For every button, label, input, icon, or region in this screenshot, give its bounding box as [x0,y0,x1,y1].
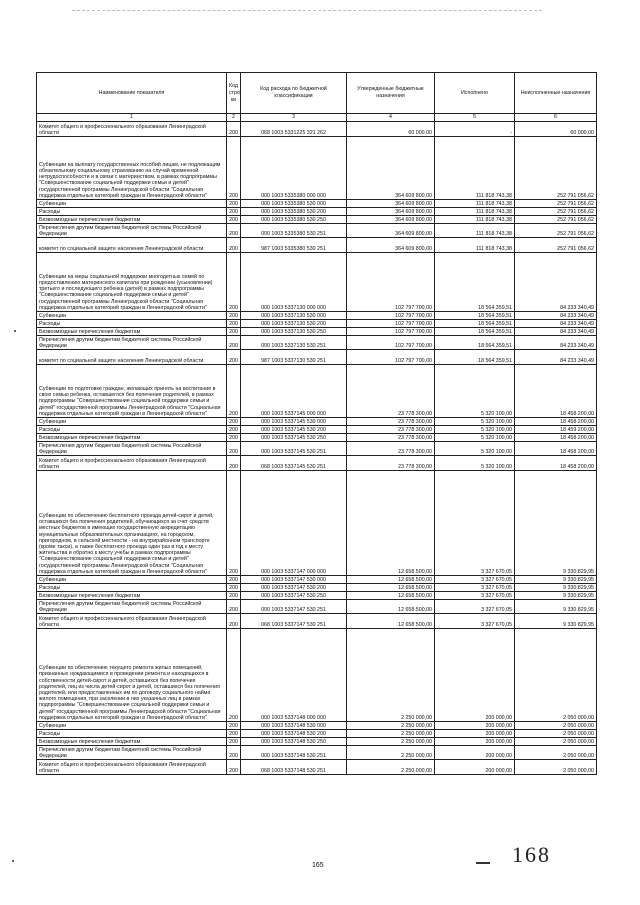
column-number: 3 [241,114,347,122]
row-line-code: 200 [227,208,241,216]
header-line-code: Код стро ки [227,73,241,114]
row-line-code: 200 [227,336,241,350]
table-row [37,760,597,775]
expenditure-table [36,72,597,775]
row-line-code: 200 [227,253,241,312]
row-approved: 12 658 500,00 [347,614,435,629]
row-executed: 18 564 359,51 [435,253,515,312]
row-approved: 2 250 000,00 [347,760,435,775]
row-line-code: 200 [227,426,241,434]
row-line-code: 200 [227,614,241,629]
row-budget-code: 000 1003 5337130 530 200 [241,320,347,328]
row-budget-code: 000 1003 5337147 000 000 [241,471,347,576]
row-approved: 12 658 500,00 [347,600,435,614]
row-line-code: 200 [227,760,241,775]
row-line-code: 200 [227,442,241,456]
row-name: Безвозмездные перечисления бюджетам [37,738,227,746]
row-approved: 2 250 000,00 [347,722,435,730]
table-row [37,426,597,434]
table-row [37,365,597,418]
row-executed: 3 327 670,05 [435,614,515,629]
row-budget-code: 000 1003 5337148 530 250 [241,738,347,746]
row-unexecuted: 9 330 829,95 [515,584,597,592]
row-executed: 3 327 670,05 [435,592,515,600]
row-budget-code: 000 1003 5337148 530 200 [241,730,347,738]
row-line-code: 200 [227,576,241,584]
row-executed: 200 000,00 [435,760,515,775]
row-executed: 5 320 100,00 [435,426,515,434]
row-approved: 2 250 000,00 [347,746,435,760]
row-approved: 23 778 300,00 [347,442,435,456]
row-line-code: 200 [227,746,241,760]
row-name: Субвенции [37,200,227,208]
row-approved: 2 250 000,00 [347,629,435,722]
row-unexecuted: 2 050 000,00 [515,746,597,760]
column-number: 5 [435,114,515,122]
row-budget-code: 000 1003 5337148 000 000 [241,629,347,722]
row-budget-code: 000 1003 5337130 530 251 [241,336,347,350]
top-divider [72,10,542,11]
row-approved: 23 778 300,00 [347,434,435,442]
row-approved: 60 000,00 [347,122,435,137]
row-name: Комитет общего и профессионального образования Ленинградской области [37,614,227,629]
page-number: 165 [312,862,324,869]
row-executed: 111 818 743,38 [435,238,515,253]
row-executed: 111 818 743,38 [435,216,515,224]
row-unexecuted: 18 459 200,00 [515,426,597,434]
row-budget-code: 068 1003 5337147 530 251 [241,614,347,629]
header-executed: Исполнено [435,73,515,114]
row-budget-code: 068 1003 5337148 530 251 [241,760,347,775]
row-executed: 3 327 670,05 [435,600,515,614]
row-budget-code: 000 1003 5337147 530 000 [241,576,347,584]
row-name: комитет по социальной защите населения Ленинградской области [37,238,227,253]
row-unexecuted: 2 050 000,00 [515,722,597,730]
row-approved: 102 797 700,00 [347,312,435,320]
row-unexecuted: 252 791 056,62 [515,200,597,208]
row-line-code: 200 [227,320,241,328]
row-name: Перечисления другим бюджетам бюджетной системы Российской Федерации [37,336,227,350]
row-approved: 12 658 500,00 [347,576,435,584]
table-row [37,592,597,600]
row-executed: 5 320 100,00 [435,456,515,471]
row-line-code: 200 [227,137,241,200]
row-name: Субвенции [37,418,227,426]
row-executed: 200 000,00 [435,722,515,730]
row-approved: 23 778 300,00 [347,418,435,426]
row-budget-code: 000 1003 5335380 000 000 [241,137,347,200]
header-unexecuted: Неисполненные назначения [515,73,597,114]
row-name: Безвозмездные перечисления бюджетам [37,328,227,336]
column-number-row [37,114,597,122]
row-line-code: 200 [227,592,241,600]
row-approved: 12 658 500,00 [347,584,435,592]
row-unexecuted: 252 791 056,62 [515,137,597,200]
row-approved: 364 609 800,00 [347,238,435,253]
row-unexecuted: 252 791 056,62 [515,224,597,238]
row-name: Перечисления другим бюджетам бюджетной системы Российской Федерации [37,746,227,760]
row-unexecuted: 18 458 200,00 [515,365,597,418]
row-budget-code: 987 1003 5337130 530 251 [241,350,347,365]
row-name: Расходы [37,584,227,592]
row-name: Перечисления другим бюджетам бюджетной системы Российской Федерации [37,600,227,614]
table-row [37,418,597,426]
row-budget-code: 000 1003 5337130 530 000 [241,312,347,320]
row-line-code: 200 [227,471,241,576]
row-executed: 18 564 359,51 [435,336,515,350]
row-budget-code: 000 1003 5337148 530 000 [241,722,347,730]
table-row [37,434,597,442]
row-line-code: 200 [227,584,241,592]
row-line-code: 200 [227,122,241,137]
row-approved: 364 609 800,00 [347,137,435,200]
row-unexecuted: 84 233 340,49 [515,312,597,320]
scan-speck [14,330,16,332]
row-unexecuted: 9 330 829,95 [515,592,597,600]
column-number: 6 [515,114,597,122]
row-budget-code: 000 1003 5337145 530 250 [241,434,347,442]
row-unexecuted: 252 791 056,62 [515,208,597,216]
row-executed: 5 320 100,00 [435,434,515,442]
header-approved: Утвержденные бюджетные назначения [347,73,435,114]
row-line-code: 200 [227,456,241,471]
row-approved: 2 250 000,00 [347,738,435,746]
row-line-code: 200 [227,629,241,722]
row-line-code: 200 [227,350,241,365]
row-unexecuted: 9 330 829,95 [515,576,597,584]
row-unexecuted: 9 330 829,95 [515,614,597,629]
row-approved: 102 797 700,00 [347,320,435,328]
row-approved: 364 609 800,00 [347,224,435,238]
column-number: 2 [227,114,241,122]
row-unexecuted: 2 050 000,00 [515,738,597,746]
row-line-code: 200 [227,224,241,238]
row-executed: 18 564 359,51 [435,320,515,328]
row-executed: 18 564 359,51 [435,312,515,320]
row-budget-code: 987 1003 5335380 530 251 [241,238,347,253]
row-executed: 111 818 743,38 [435,208,515,216]
row-unexecuted: 2 050 000,00 [515,760,597,775]
row-budget-code: 000 1003 5335380 530 200 [241,208,347,216]
row-unexecuted: 252 791 056,62 [515,238,597,253]
row-name: комитет по социальной защите населения Ленинградской области [37,350,227,365]
row-budget-code: 000 1003 5335380 530 000 [241,200,347,208]
row-unexecuted: 18 458 200,00 [515,442,597,456]
row-unexecuted: 2 050 000,00 [515,730,597,738]
row-approved: 12 658 500,00 [347,471,435,576]
row-approved: 102 797 700,00 [347,350,435,365]
row-name: Субвенции [37,722,227,730]
table-header-row [37,73,597,114]
table-row [37,456,597,471]
row-executed: 200 000,00 [435,738,515,746]
table-row [37,629,597,722]
table-row [37,238,597,253]
table-row [37,336,597,350]
row-executed: 200 000,00 [435,730,515,738]
table-row [37,738,597,746]
row-name: Комитет общего и профессионального образования Ленинградской области [37,760,227,775]
row-executed: 3 327 670,05 [435,584,515,592]
row-budget-code: 000 1003 5337130 530 250 [241,328,347,336]
row-line-code: 200 [227,312,241,320]
row-budget-code: 068 1003 5331225 321 262 [241,122,347,137]
table-row [37,224,597,238]
row-unexecuted: 18 458 200,00 [515,418,597,426]
row-budget-code: 068 1003 5337145 530 251 [241,456,347,471]
row-executed: 111 818 743,38 [435,137,515,200]
row-executed: 18 564 359,51 [435,350,515,365]
table-row [37,730,597,738]
table-body [37,122,597,775]
row-approved: 102 797 700,00 [347,328,435,336]
handwritten-mark [476,862,490,864]
row-budget-code: 000 1003 5335380 530 250 [241,216,347,224]
row-budget-code: 000 1003 5335380 530 251 [241,224,347,238]
row-unexecuted: 252 791 056,62 [515,216,597,224]
row-unexecuted: 18 458 200,00 [515,434,597,442]
row-executed: 18 564 359,51 [435,328,515,336]
table-row [37,328,597,336]
row-unexecuted: 84 233 340,49 [515,350,597,365]
table-row [37,208,597,216]
row-approved: 102 797 700,00 [347,336,435,350]
row-budget-code: 000 1003 5337130 000 000 [241,253,347,312]
row-name: Субвенции по обеспечению текущего ремонта жилых помещений, признанных нуждающимися в проведении ремонта и находящихся в собственности детей-сирот и детей, оставшихся без попечения родителей, лиц из числа детей-сирот и детей, оставшихся без попечения родителей, или предоставленных им по договору социального найма жилого помещения, при заселении в них указанных лиц в рамках подпрограммы "Совершенствование социальной поддержки семьи и детей" государственной программы Ленинградской области "Социальная поддержка отдельных категорий граждан в Ленинградской области" [37,629,227,722]
row-budget-code: 000 1003 5337147 530 251 [241,600,347,614]
table-row [37,746,597,760]
row-budget-code: 000 1003 5337145 000 000 [241,365,347,418]
column-number: 4 [347,114,435,122]
row-name: Субвенции по подготовке граждан, желающих принять на воспитание в свою семью ребенка, оставшегося без попечения родителей, в рамках подпрограммы "Совершенствование социальной поддержки семьи и детей" государственной программы Ленинградской области "Социальная поддержка отдельных категорий граждан в Ленинградской области" [37,365,227,418]
row-budget-code: 000 1003 5337145 530 251 [241,442,347,456]
row-executed: 5 320 100,00 [435,442,515,456]
row-executed: - [435,122,515,137]
row-executed: 111 818 743,38 [435,200,515,208]
row-name: Субвенции по обеспечению бесплатного проезда детей-сирот и детей, оставшихся без попечения родителей, обучающихся за счет средств местных бюджетов в имеющих государственную аккредитацию муниципальных образовательных организациях, на городском, пригородном, в сельской местности - на внутрирайонном транспорте (кроме такси), а также бесплатного проезда один раз в год к месту жительства и обратно к месту учебы в рамках подпрограммы "Совершенствование социальной поддержки семьи и детей" государственной программы Ленинградской области "Социальная поддержка отдельных категорий граждан в Ленинградской области" [37,471,227,576]
header-name: Наименование показателя [37,73,227,114]
row-line-code: 200 [227,328,241,336]
row-executed: 111 818 743,38 [435,224,515,238]
row-name: Комитет общего и профессионального образования Ленинградской области [37,456,227,471]
row-executed: 5 320 100,00 [435,418,515,426]
row-name: Субвенции на меры социальной поддержки многодетных семей по предоставлению материнского капитала при рождении (усыновлении) третьего и последующего ребенка (детей) в рамках подпрограммы "Совершенствование социальной поддержки семьи и детей" государственной программы Ленинградской области "Социальная поддержка отдельных категорий граждан в Ленинградской области" [37,253,227,312]
row-name: Комитет общего и профессионального образования Ленинградской области [37,122,227,137]
row-name: Субвенции [37,576,227,584]
row-line-code: 200 [227,730,241,738]
header-budget-code: Код расхода по бюджетной классификации [241,73,347,114]
row-name: Расходы [37,320,227,328]
row-approved: 364 609 800,00 [347,216,435,224]
table-row [37,320,597,328]
row-budget-code: 000 1003 5337147 530 200 [241,584,347,592]
row-line-code: 200 [227,738,241,746]
row-unexecuted: 84 233 340,49 [515,328,597,336]
row-approved: 102 797 700,00 [347,253,435,312]
row-line-code: 200 [227,365,241,418]
row-executed: 200 000,00 [435,629,515,722]
row-approved: 364 609 800,00 [347,200,435,208]
row-budget-code: 000 1003 5337148 530 251 [241,746,347,760]
table-row [37,442,597,456]
row-name: Безвозмездные перечисления бюджетам [37,216,227,224]
sheet-stamp-number: 168 [512,842,551,867]
scan-speck [12,860,14,862]
row-line-code: 200 [227,418,241,426]
row-approved: 364 609 800,00 [347,208,435,216]
row-name: Субвенции на выплату государственных пособий лицам, не подлежащим обязательному социальному страхованию на случай временной нетрудоспособности и в связи с материнством, в рамках подпрограммы "Совершенствование социальной поддержки семьи и детей" государственной программы Ленинградской области "Социальная поддержка отдельных категорий граждан в Ленинградской области" [37,137,227,200]
table-row [37,600,597,614]
row-line-code: 200 [227,600,241,614]
column-number: 1 [37,114,227,122]
row-unexecuted: 84 233 340,49 [515,336,597,350]
row-executed: 3 327 670,05 [435,576,515,584]
row-unexecuted: 84 233 340,49 [515,320,597,328]
table-row [37,253,597,312]
table-row [37,576,597,584]
table-row [37,614,597,629]
row-name: Безвозмездные перечисления бюджетам [37,592,227,600]
row-name: Расходы [37,426,227,434]
table-row [37,350,597,365]
row-unexecuted: 9 330 829,95 [515,471,597,576]
row-name: Расходы [37,208,227,216]
row-name: Расходы [37,730,227,738]
row-budget-code: 000 1003 5337147 530 250 [241,592,347,600]
row-name: Перечисления другим бюджетам бюджетной системы Российской Федерации [37,224,227,238]
row-approved: 23 778 300,00 [347,426,435,434]
row-approved: 23 778 300,00 [347,456,435,471]
row-approved: 12 658 500,00 [347,592,435,600]
row-unexecuted: 60 000,00 [515,122,597,137]
row-executed: 3 327 670,05 [435,471,515,576]
table-row [37,584,597,592]
row-line-code: 200 [227,434,241,442]
row-executed: 5 320 100,00 [435,365,515,418]
row-unexecuted: 84 233 340,49 [515,253,597,312]
row-unexecuted: 9 330 829,95 [515,600,597,614]
row-name: Безвозмездные перечисления бюджетам [37,434,227,442]
row-line-code: 200 [227,216,241,224]
row-budget-code: 000 1003 5337145 530 000 [241,418,347,426]
row-line-code: 200 [227,722,241,730]
row-executed: 200 000,00 [435,746,515,760]
row-approved: 23 778 300,00 [347,365,435,418]
row-line-code: 200 [227,200,241,208]
table-row [37,471,597,576]
table-row [37,122,597,137]
table-row [37,216,597,224]
row-name: Субвенции [37,312,227,320]
row-budget-code: 000 1003 5337145 530 200 [241,426,347,434]
table-row [37,137,597,200]
table-row [37,312,597,320]
row-approved: 2 250 000,00 [347,730,435,738]
row-line-code: 200 [227,238,241,253]
table-row [37,722,597,730]
row-unexecuted: 18 458 200,00 [515,456,597,471]
row-unexecuted: 2 050 000,00 [515,629,597,722]
table-row [37,200,597,208]
row-name: Перечисления другим бюджетам бюджетной системы Российской Федерации [37,442,227,456]
